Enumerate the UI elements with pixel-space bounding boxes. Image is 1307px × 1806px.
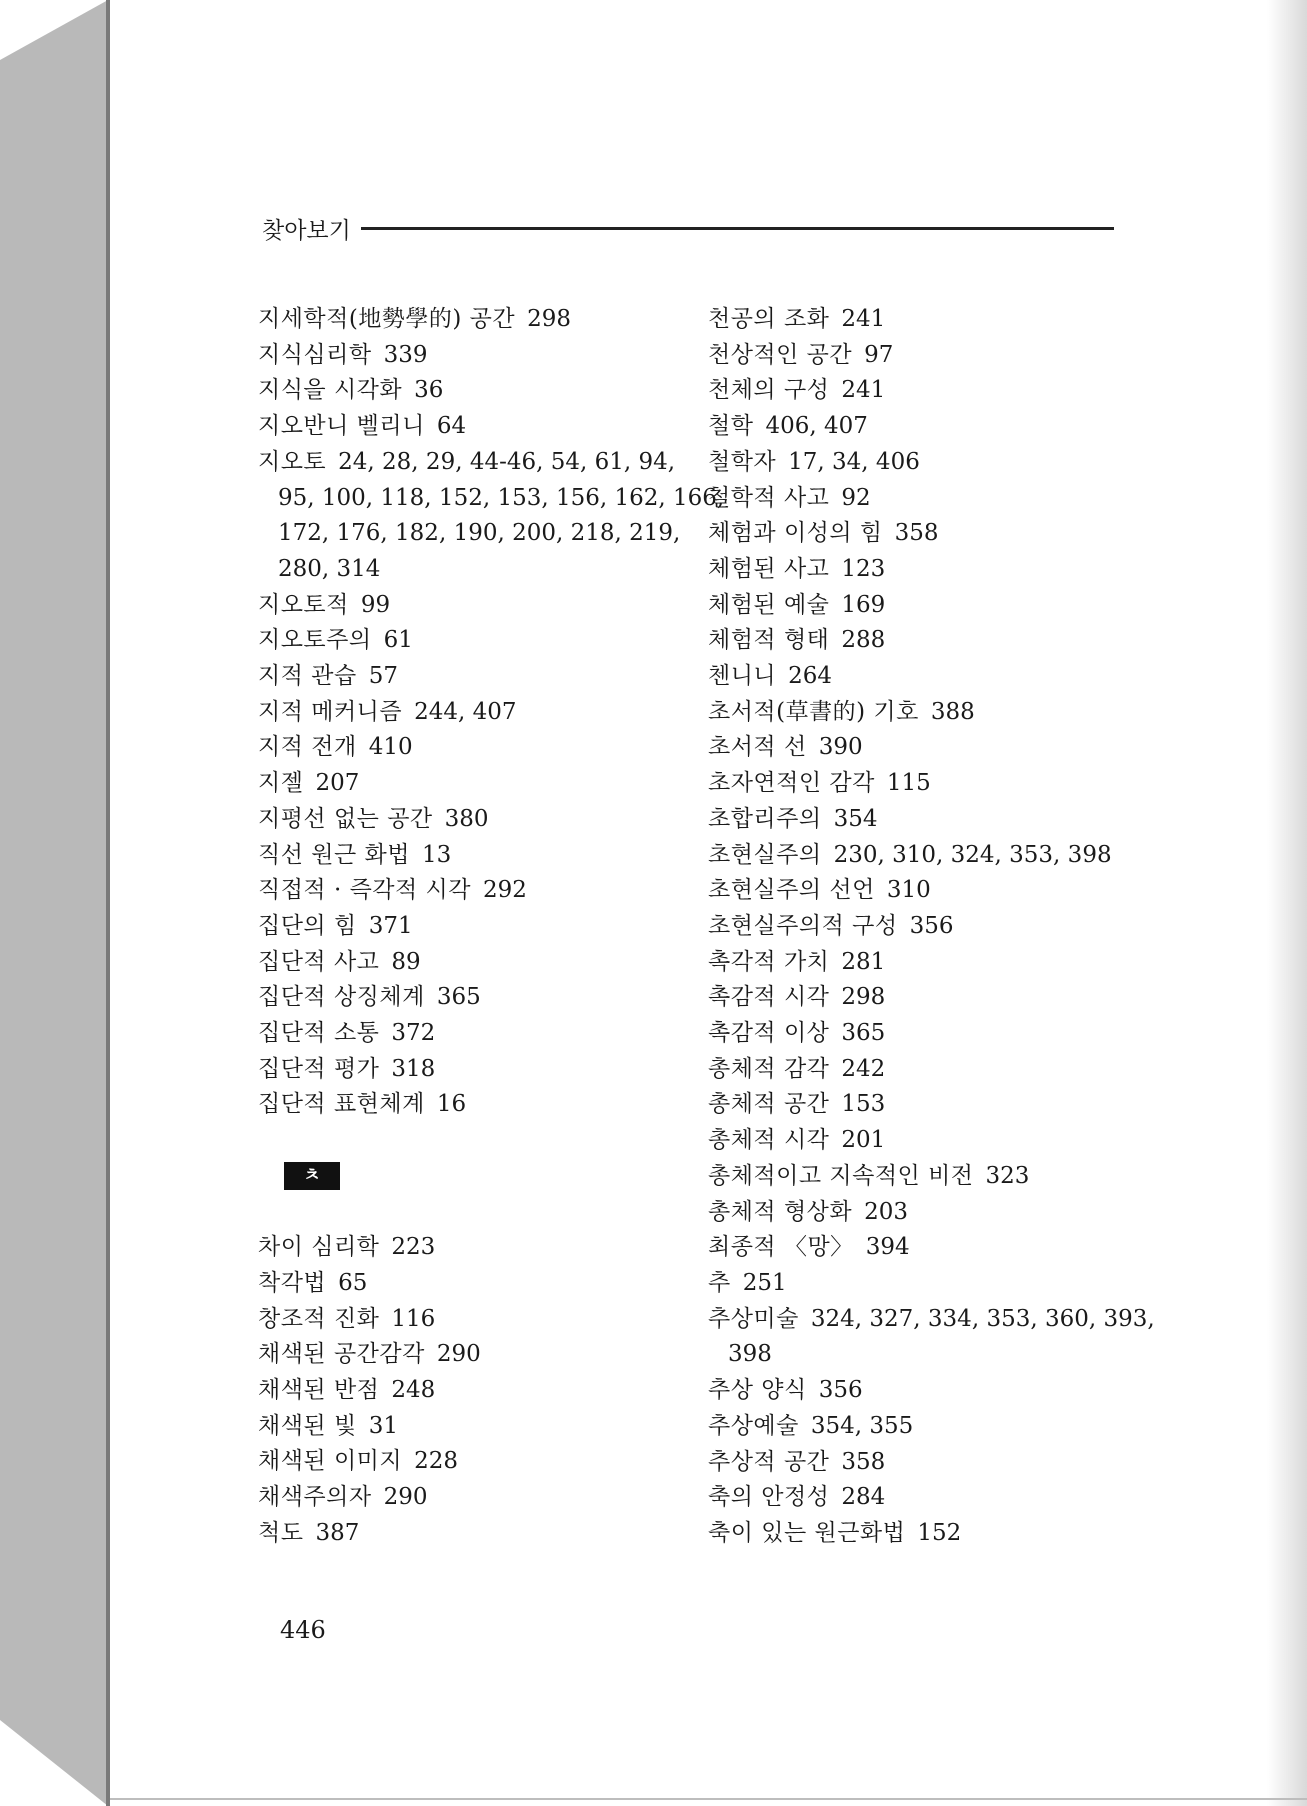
entry-term: 창조적 진화	[258, 1305, 380, 1332]
index-entry	[708, 1409, 1148, 1445]
index-entry	[708, 409, 1148, 445]
entry-term: 축의 안정성	[708, 1484, 830, 1511]
entry-pages: 16	[436, 1091, 467, 1118]
index-entry	[708, 909, 1148, 945]
entry-pages: 380	[444, 805, 489, 832]
index-entry	[258, 302, 678, 338]
entry-pages: 290	[436, 1341, 481, 1368]
entry-pages-continued: 398	[728, 1341, 772, 1368]
index-entry	[708, 838, 1148, 874]
entry-term: 체험과 이성의 힘	[708, 520, 883, 547]
index-entry	[258, 588, 678, 624]
index-entry	[258, 481, 725, 517]
entry-pages: 13	[421, 841, 452, 868]
entry-term: 추상예술	[708, 1412, 799, 1439]
entry-pages: 251	[742, 1269, 787, 1296]
index-entry	[708, 373, 1148, 409]
entry-term: 지젤	[258, 770, 304, 797]
entry-term: 지적 메커니즘	[258, 698, 403, 725]
entry-pages: 372	[391, 1020, 436, 1047]
entry-term: 채색주의자	[258, 1484, 372, 1511]
index-entry	[708, 1373, 1148, 1409]
entry-term: 척도	[258, 1519, 304, 1546]
entry-term: 철학	[708, 413, 754, 440]
section-spacer	[258, 1194, 678, 1230]
entry-pages: 365	[436, 984, 481, 1011]
entry-pages: 264	[788, 663, 833, 690]
entry-term: 채색된 공간감각	[258, 1341, 425, 1368]
index-entry	[258, 1052, 678, 1088]
index-entry	[708, 516, 1148, 552]
entry-pages: 406, 407	[765, 413, 868, 440]
section-badge: ㅊ	[284, 1162, 340, 1190]
entry-pages: 115	[886, 770, 931, 797]
entry-pages-continued: 280, 314	[278, 555, 381, 582]
entry-term: 총체적이고 지속적인 비전	[708, 1162, 974, 1189]
section-gap	[258, 1123, 678, 1158]
entry-term: 채색된 이미지	[258, 1448, 403, 1475]
entry-pages: 61	[383, 627, 413, 654]
index-entry	[708, 1480, 1148, 1516]
index-entry	[258, 980, 678, 1016]
entry-term: 추	[708, 1269, 731, 1296]
index-column-right	[708, 302, 1155, 1552]
entry-term: 채색된 빛	[258, 1412, 357, 1439]
entry-pages: 230, 310, 324, 353, 398	[833, 841, 1112, 868]
entry-pages: 288	[841, 627, 886, 654]
entry-term: 지식심리학	[258, 341, 372, 368]
entry-term: 총체적 시각	[708, 1127, 830, 1154]
index-entry	[258, 945, 678, 981]
page-edge-shadow	[1267, 0, 1307, 1806]
entry-term: 지오토주의	[258, 627, 372, 654]
index-entry	[708, 445, 1148, 481]
index-entry	[708, 730, 1148, 766]
entry-pages: 153	[841, 1091, 886, 1118]
index-list-right	[708, 302, 1155, 1552]
index-entry	[258, 338, 678, 374]
index-list-left-top	[258, 302, 725, 1123]
entry-term: 총체적 공간	[708, 1091, 830, 1118]
index-entry	[258, 766, 678, 802]
index-entry	[708, 1195, 1148, 1231]
entry-pages: 356	[909, 912, 954, 939]
index-entry	[708, 695, 1148, 731]
entry-term: 직선 원근 화법	[258, 841, 410, 868]
index-entry	[708, 1266, 1148, 1302]
entry-pages: 356	[818, 1377, 863, 1404]
entry-term: 지세학적(地勢學的) 공간	[258, 306, 516, 332]
entry-pages: 228	[414, 1448, 459, 1475]
entry-pages: 99	[360, 591, 391, 618]
entry-term: 지오반니 벨리니	[258, 413, 425, 440]
index-entry	[708, 338, 1148, 374]
entry-pages: 318	[391, 1055, 436, 1082]
index-entry	[258, 516, 681, 552]
entry-term: 초합리주의	[708, 805, 822, 832]
entry-pages: 310	[886, 877, 931, 904]
entry-pages: 65	[338, 1269, 368, 1296]
index-entry	[258, 552, 678, 588]
entry-pages: 64	[436, 413, 467, 440]
index-entry	[258, 695, 678, 731]
entry-pages: 358	[841, 1448, 886, 1475]
page-number: 446	[280, 1616, 326, 1644]
entry-term: 추상미술	[708, 1305, 799, 1332]
entry-pages: 324, 327, 334, 353, 360, 393,	[810, 1305, 1155, 1332]
index-column-left	[258, 302, 725, 1552]
entry-pages: 207	[315, 770, 360, 797]
entry-term: 체험된 예술	[708, 591, 830, 618]
entry-term: 철학자	[708, 448, 777, 475]
index-entry	[258, 659, 678, 695]
index-entry	[708, 481, 1148, 517]
entry-term: 집단의 힘	[258, 912, 357, 939]
entry-pages: 31	[368, 1412, 398, 1439]
index-list-left-bottom	[258, 1230, 678, 1551]
entry-term: 지평선 없는 공간	[258, 805, 433, 832]
entry-pages: 371	[368, 912, 413, 939]
entry-pages: 57	[368, 663, 398, 690]
entry-pages: 241	[841, 377, 886, 404]
entry-pages: 358	[894, 520, 939, 547]
index-entry	[258, 1373, 678, 1409]
entry-pages: 201	[841, 1127, 886, 1154]
entry-term: 촉감적 이상	[708, 1020, 830, 1047]
index-entry	[258, 1087, 678, 1123]
entry-pages: 354	[833, 805, 878, 832]
entry-term: 집단적 사고	[258, 948, 380, 975]
index-entry	[258, 623, 678, 659]
index-entry	[258, 802, 678, 838]
entry-pages: 339	[383, 341, 428, 368]
index-entry	[708, 766, 1148, 802]
entry-term: 총체적 형상화	[708, 1198, 853, 1225]
entry-pages: 116	[391, 1305, 436, 1332]
index-entry	[708, 623, 1148, 659]
entry-pages: 203	[864, 1198, 909, 1225]
index-entry	[258, 373, 678, 409]
entry-pages-continued: 172, 176, 182, 190, 200, 218, 219,	[278, 520, 681, 547]
entry-term: 지적 전개	[258, 734, 357, 761]
entry-pages: 36	[414, 377, 444, 404]
entry-term: 초현실주의 선언	[708, 877, 875, 904]
index-entry	[708, 302, 1148, 338]
entry-term: 체험된 사고	[708, 555, 830, 582]
entry-pages: 242	[841, 1055, 886, 1082]
entry-pages: 97	[864, 341, 894, 368]
index-entry	[708, 1302, 1155, 1338]
index-entry	[708, 980, 1148, 1016]
entry-term: 철학적 사고	[708, 484, 830, 511]
index-entry	[708, 945, 1148, 981]
entry-term: 집단적 평가	[258, 1055, 380, 1082]
entry-pages: 223	[391, 1234, 436, 1261]
index-entry	[258, 1444, 678, 1480]
entry-term: 착각법	[258, 1269, 327, 1296]
entry-term: 추상적 공간	[708, 1448, 830, 1475]
index-entry	[708, 552, 1148, 588]
index-entry	[258, 1409, 678, 1445]
entry-pages: 394	[865, 1234, 910, 1261]
entry-pages: 290	[383, 1484, 428, 1511]
index-entry	[258, 838, 678, 874]
index-entry	[708, 802, 1148, 838]
entry-pages: 92	[841, 484, 871, 511]
index-entry	[708, 1230, 1148, 1266]
index-entry	[258, 409, 678, 445]
index-entry	[258, 1266, 678, 1302]
index-entry	[708, 1159, 1148, 1195]
entry-term: 집단적 상징체계	[258, 984, 425, 1011]
index-entry	[708, 1445, 1148, 1481]
entry-term: 집단적 표현체계	[258, 1091, 425, 1118]
entry-pages: 123	[841, 555, 886, 582]
index-entry	[258, 1016, 678, 1052]
entry-pages: 241	[841, 306, 886, 332]
entry-pages: 244, 407	[414, 698, 517, 725]
entry-pages: 298	[841, 984, 886, 1011]
entry-pages: 390	[818, 734, 863, 761]
entry-term: 첸니니	[708, 663, 777, 690]
running-header	[262, 208, 1114, 248]
entry-term: 초서적 선	[708, 734, 807, 761]
index-entry	[708, 1516, 1148, 1552]
entry-pages: 89	[391, 948, 421, 975]
index-entry	[258, 1230, 678, 1266]
index-entry	[258, 909, 678, 945]
entry-pages: 354, 355	[810, 1412, 914, 1439]
index-entry	[258, 873, 678, 909]
entry-term: 초현실주의	[708, 841, 822, 868]
entry-pages: 298	[527, 306, 571, 332]
entry-pages: 365	[841, 1020, 886, 1047]
index-entry	[708, 1123, 1148, 1159]
index-entry	[708, 659, 1148, 695]
entry-pages: 410	[368, 734, 413, 761]
entry-term: 지적 관습	[258, 663, 357, 690]
entry-pages: 281	[841, 948, 886, 975]
index-entry	[708, 1087, 1148, 1123]
index-entry	[258, 1516, 678, 1552]
entry-term: 초서적(草書的) 기호	[708, 698, 919, 725]
page-bottom-edge	[110, 1798, 1307, 1800]
entry-term: 지오토	[258, 448, 327, 475]
entry-term: 천공의 조화	[708, 306, 830, 332]
entry-term: 집단적 소통	[258, 1020, 380, 1047]
entry-term: 초현실주의적 구성	[708, 912, 898, 939]
entry-term: 채색된 반점	[258, 1376, 380, 1403]
entry-term: 천체의 구성	[708, 377, 830, 404]
entry-pages: 284	[841, 1484, 886, 1511]
entry-term: 초자연적인 감각	[708, 770, 875, 797]
entry-pages: 169	[841, 591, 886, 618]
entry-pages: 387	[315, 1519, 360, 1546]
entry-term: 지오토적	[258, 591, 349, 618]
entry-pages: 17, 34, 406	[788, 448, 920, 475]
entry-term: 체험적 형태	[708, 627, 830, 654]
index-entry	[708, 1016, 1148, 1052]
index-entry	[708, 588, 1148, 624]
index-entry	[708, 1052, 1148, 1088]
entry-term: 최종적 〈망〉	[708, 1234, 854, 1261]
entry-pages: 292	[483, 877, 527, 904]
entry-term: 총체적 감각	[708, 1055, 830, 1082]
entry-pages: 24, 28, 29, 44-46, 54, 61, 94,	[338, 448, 676, 475]
index-entry	[258, 1337, 678, 1373]
entry-pages-continued: 95, 100, 118, 152, 153, 156, 162, 166,	[278, 484, 725, 511]
header-rule	[361, 227, 1114, 230]
entry-pages: 248	[391, 1376, 436, 1403]
section-header	[258, 1158, 678, 1194]
index-entry	[258, 730, 678, 766]
entry-term: 지식을 시각화	[258, 377, 403, 404]
index-entry	[258, 445, 678, 481]
entry-term: 차이 심리학	[258, 1234, 380, 1261]
index-entry	[708, 1337, 1148, 1373]
entry-term: 축이 있는 원근화법	[708, 1519, 906, 1546]
entry-term: 추상 양식	[708, 1377, 807, 1404]
entry-pages: 388	[930, 698, 975, 725]
entry-term: 천상적인 공간	[708, 341, 853, 368]
index-entry	[258, 1302, 678, 1338]
book-spine	[0, 0, 110, 1806]
index-entry	[708, 873, 1148, 909]
entry-term: 촉각적 가치	[708, 948, 830, 975]
index-entry	[258, 1480, 678, 1516]
entry-pages: 152	[917, 1519, 962, 1546]
entry-term: 촉감적 시각	[708, 984, 830, 1011]
entry-term: 직접적 · 즉각적 시각	[258, 877, 471, 904]
entry-pages: 323	[985, 1162, 1030, 1189]
header-title: 찾아보기	[262, 217, 351, 244]
